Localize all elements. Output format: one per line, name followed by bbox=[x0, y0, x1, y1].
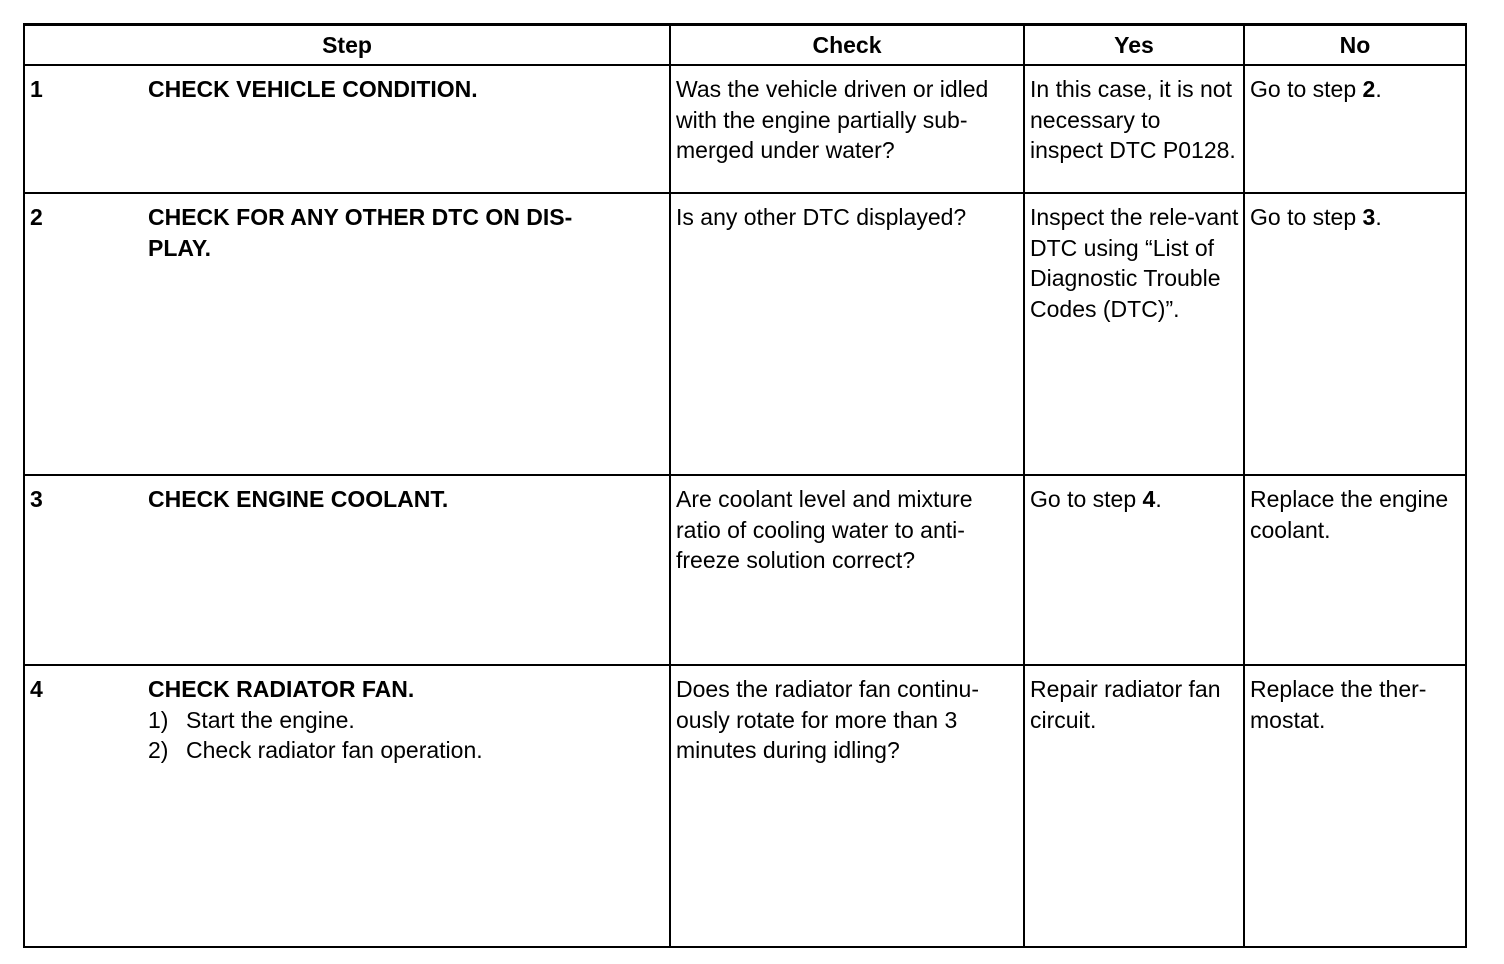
header-check: Check bbox=[670, 25, 1024, 66]
substep-number: 2) bbox=[148, 737, 169, 763]
substep bbox=[148, 705, 625, 736]
no-suffix: . bbox=[1375, 204, 1382, 230]
header-step: Step bbox=[24, 25, 670, 66]
header-row bbox=[24, 25, 1466, 66]
step-number: 4 bbox=[30, 676, 43, 702]
no-suffix: . bbox=[1375, 76, 1382, 102]
step-title: CHECK RADIATOR FAN. bbox=[148, 676, 415, 702]
no-text: Go to step bbox=[1250, 76, 1363, 102]
step-cell bbox=[24, 665, 670, 947]
no-step-ref: 2 bbox=[1362, 76, 1376, 102]
substep bbox=[148, 735, 625, 766]
table-row bbox=[24, 475, 1466, 665]
step-title: CHECK VEHICLE CONDITION. bbox=[148, 76, 478, 102]
header-no: No bbox=[1244, 25, 1466, 66]
substep-text: Check radiator fan operation. bbox=[186, 737, 483, 763]
no-cell bbox=[1244, 65, 1466, 193]
substep-text: Start the engine. bbox=[186, 706, 355, 733]
step-title: CHECK ENGINE COOLANT. bbox=[148, 486, 449, 512]
step-number: 3 bbox=[30, 486, 43, 512]
check-cell: Was the vehicle driven or idled with the engine partially sub-merged under water? bbox=[670, 65, 1024, 193]
header-yes: Yes bbox=[1024, 25, 1244, 66]
yes-cell bbox=[1024, 475, 1244, 665]
step-cell bbox=[24, 65, 670, 193]
table-row bbox=[24, 193, 1466, 475]
check-cell: Is any other DTC displayed? bbox=[670, 193, 1024, 475]
no-step-ref: 3 bbox=[1362, 204, 1376, 230]
step-number: 1 bbox=[30, 76, 43, 102]
table-row bbox=[24, 65, 1466, 193]
diagnostic-table bbox=[23, 23, 1467, 948]
yes-cell: Repair radiator fan circuit. bbox=[1024, 665, 1244, 947]
yes-text: Go to step bbox=[1030, 486, 1143, 512]
substep-number: 1) bbox=[148, 706, 169, 733]
no-cell: Replace the ther-mostat. bbox=[1244, 665, 1466, 947]
step-title: CHECK FOR ANY OTHER DTC ON DIS-PLAY. bbox=[148, 204, 573, 261]
step-number: 2 bbox=[30, 204, 43, 230]
no-cell bbox=[1244, 193, 1466, 475]
yes-cell: In this case, it is not necessary to inspect DTC P0128. bbox=[1024, 65, 1244, 193]
table-row bbox=[24, 665, 1466, 947]
check-cell: Are coolant level and mixture ratio of cooling water to anti-freeze solution correct? bbox=[670, 475, 1024, 665]
yes-suffix: . bbox=[1155, 486, 1162, 512]
yes-step-ref: 4 bbox=[1142, 486, 1156, 512]
no-text: Go to step bbox=[1250, 204, 1363, 230]
step-cell bbox=[24, 193, 670, 475]
step-cell bbox=[24, 475, 670, 665]
check-cell: Does the radiator fan continu-ously rotate for more than 3 minutes during idling? bbox=[670, 665, 1024, 947]
no-cell: Replace the engine coolant. bbox=[1244, 475, 1466, 665]
yes-cell: Inspect the rele-vant DTC using “List of Diagnostic Trouble Codes (DTC)”. bbox=[1024, 193, 1244, 475]
